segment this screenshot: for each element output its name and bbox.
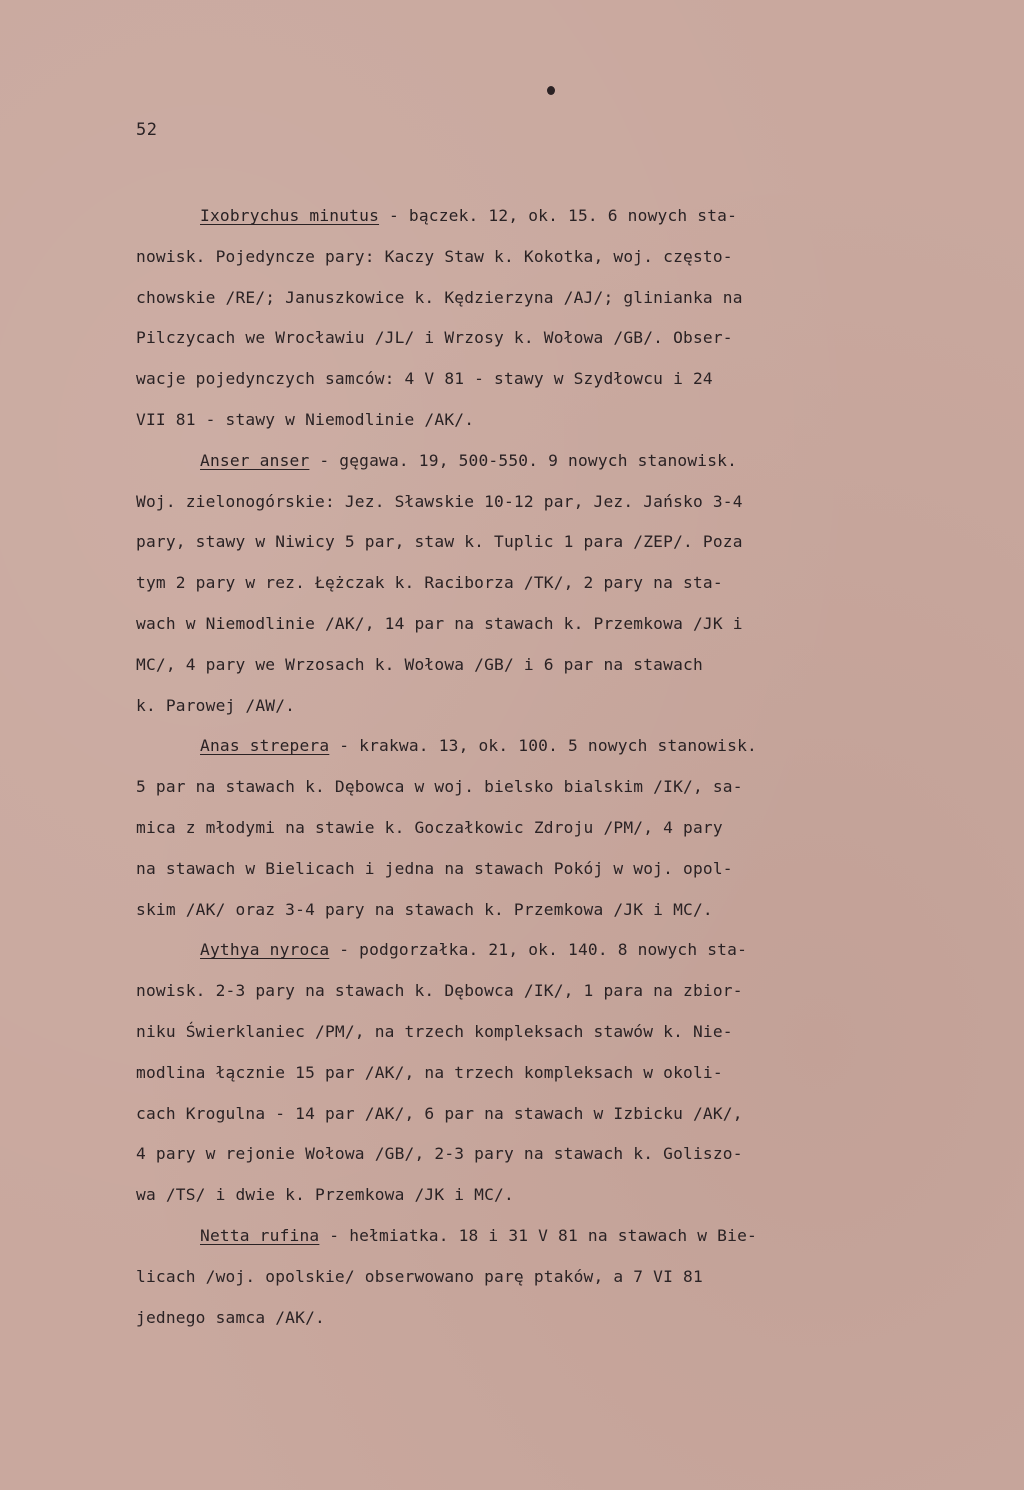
text-line: wa /TS/ i dwie k. Przemkowa /JK i MC/. (136, 1185, 514, 1205)
text-line: 4 pary w rejonie Wołowa /GB/, 2-3 pary na stawach k. Goliszo- (136, 1144, 743, 1164)
text-line: chowskie /RE/; Januszkowice k. Kędzierzyna /AJ/; glinianka na (136, 287, 743, 307)
text-line: licach /woj. opolskie/ obserwowano parę ptaków, a 7 VI 81 (136, 1266, 703, 1286)
species-name: Anser anser (200, 450, 310, 470)
species-name: Ixobrychus minutus (200, 206, 380, 225)
text-line: niku Świerklaniec /PM/, na trzech kompleksach stawów k. Nie- (136, 1021, 733, 1041)
text-line (136, 726, 906, 767)
text-line: Pilczycach we Wrocławiu /JL/ i Wrzosy k. Wołowa /GB/. Obser- (136, 328, 733, 348)
text-line (136, 930, 906, 971)
species-entry (136, 1216, 906, 1338)
text-line: VII 81 - stawy w Niemodlinie /AK/. (136, 409, 475, 429)
species-name: Netta rufina (200, 1225, 320, 1245)
page-number: 52 (136, 120, 158, 140)
text-line: 5 par na stawach k. Dębowca w woj. bielsko bialskim /IK/, sa- (136, 777, 743, 797)
text-line: modlina łącznie 15 par /AK/, na trzech kompleksach w okoli- (136, 1062, 723, 1082)
text-line: Woj. zielonogórskie: Jez. Sławskie 10-12 par, Jez. Jańsko 3-4 (136, 491, 743, 511)
entry-text: - bączek. 12, ok. 15. 6 nowych sta- (379, 206, 738, 225)
species-name: Anas strepera (200, 736, 330, 756)
text-line (136, 441, 906, 482)
text-line: nowisk. 2-3 pary na stawach k. Dębowca /IK/, 1 para na zbior- (136, 981, 743, 1001)
text-line: jednego samca /AK/. (136, 1307, 325, 1327)
ink-dot (547, 86, 555, 95)
text-line: MC/, 4 pary we Wrzosach k. Wołowa /GB/ i 6 par na stawach (136, 654, 703, 674)
text-line: skim /AK/ oraz 3-4 pary na stawach k. Przemkowa /JK i MC/. (136, 899, 713, 919)
text-line: mica z młodymi na stawie k. Goczałkowic Zdroju /PM/, 4 pary (136, 817, 723, 837)
text-line: nowisk. Pojedyncze pary: Kaczy Staw k. Kokotka, woj. często- (136, 246, 733, 266)
entry-text: - hełmiatka. 18 i 31 V 81 na stawach w Bie- (319, 1225, 757, 1245)
document-body (136, 196, 906, 1338)
text-line: tym 2 pary w rez. Łężczak k. Raciborza /TK/, 2 pary na sta- (136, 573, 723, 593)
text-line: cach Krogulna - 14 par /AK/, 6 par na stawach w Izbicku /AK/, (136, 1103, 743, 1123)
species-entry (136, 930, 906, 1216)
text-line: wacje pojedynczych samców: 4 V 81 - stawy w Szydłowcu i 24 (136, 369, 713, 389)
species-entry (136, 726, 906, 930)
text-line (136, 1216, 906, 1257)
text-line: wach w Niemodlinie /AK/, 14 par na stawach k. Przemkowa /JK i (136, 613, 743, 633)
species-entry (136, 441, 906, 727)
text-line: pary, stawy w Niwicy 5 par, staw k. Tuplic 1 para /ZEP/. Poza (136, 532, 743, 552)
entry-text: - krakwa. 13, ok. 100. 5 nowych stanowisk. (329, 736, 757, 756)
entry-text: - gęgawa. 19, 500-550. 9 nowych stanowisk. (309, 450, 738, 470)
species-entry (136, 196, 906, 441)
text-line: na stawach w Bielicach i jedna na stawach Pokój w woj. opol- (136, 858, 733, 878)
species-name: Aythya nyroca (200, 940, 330, 960)
text-line (136, 196, 906, 237)
entry-text: - podgorzałka. 21, ok. 140. 8 nowych sta- (329, 940, 748, 960)
text-line: k. Parowej /AW/. (136, 695, 296, 715)
